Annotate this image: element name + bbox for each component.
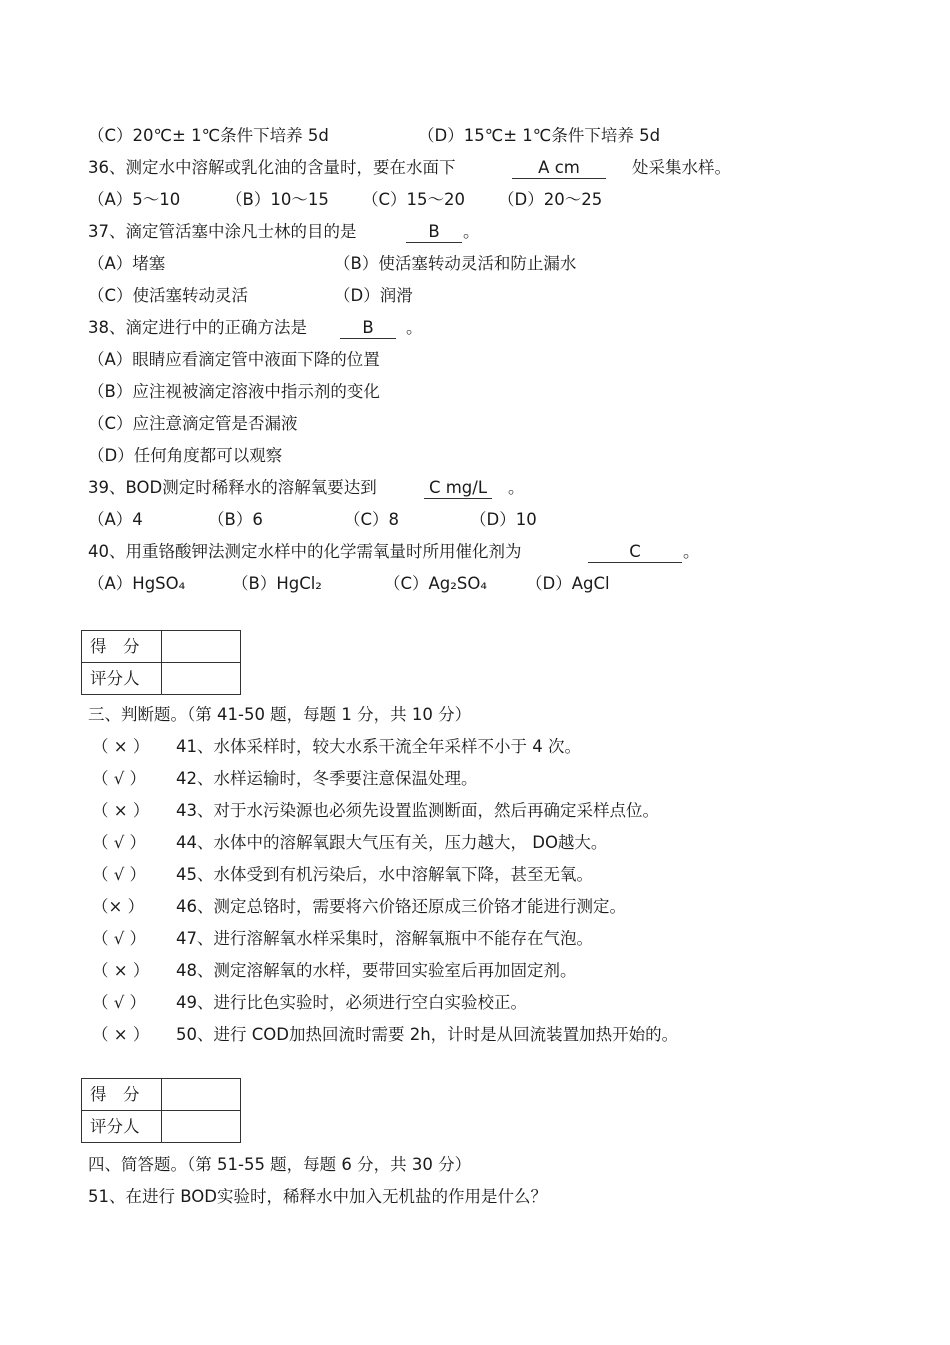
q40-option-b: （B）HgCl₂ <box>232 574 322 593</box>
q39-answer: C mg/L <box>424 478 492 499</box>
q38-option-a: （A）眼睛应看滴定管中液面下降的位置 <box>88 350 380 369</box>
q38-tail: 。 <box>406 318 423 337</box>
q51-stem: 51、在进行 BOD实验时，稀释水中加入无机盐的作用是什么？ <box>88 1187 547 1206</box>
q39-stem: 39、BOD测定时稀释水的溶解氧要达到 <box>88 478 377 497</box>
score-box-section3 <box>81 630 241 695</box>
q37-option-d: （D）润滑 <box>334 286 413 305</box>
judge-42-mark: （ √ ） <box>92 769 147 788</box>
judge-46-text: 46、测定总铬时，需要将六价铬还原成三价铬才能进行测定。 <box>176 897 626 916</box>
q38-option-d: （D）任何角度都可以观察 <box>88 446 283 465</box>
q36-tail: 处采集水样。 <box>632 158 731 177</box>
q40-option-d: （D）AgCl <box>526 574 610 593</box>
q39-tail: 。 <box>508 478 525 497</box>
q40-option-a: （A）HgSO₄ <box>88 574 186 593</box>
grader-cell[interactable] <box>162 663 241 695</box>
q40-stem: 40、用重铬酸钾法测定水样中的化学需氧量时所用催化剂为 <box>88 542 522 561</box>
q36-option-d: （D）20～25 <box>498 190 603 209</box>
q36-option-a: （A）5～10 <box>88 190 181 209</box>
section3-title: 三、判断题。（第 41-50 题，每题 1 分，共 10 分） <box>88 705 472 724</box>
judge-41-text: 41、水体采样时，较大水系干流全年采样不小于 4 次。 <box>176 737 581 756</box>
q36-stem: 36、测定水中溶解或乳化油的含量时，要在水面下 <box>88 158 456 177</box>
judge-47-mark: （ √ ） <box>92 929 147 948</box>
judge-45-text: 45、水体受到有机污染后，水中溶解氧下降，甚至无氧。 <box>176 865 593 884</box>
q39-option-d: （D）10 <box>470 510 537 529</box>
q36-answer: A cm <box>512 158 606 179</box>
q39-option-a: （A）4 <box>88 510 143 529</box>
q40-option-c: （C）Ag₂SO₄ <box>384 574 487 593</box>
score-label: 得 分 <box>82 1079 162 1111</box>
q37-stem: 37、滴定管活塞中涂凡士林的目的是 <box>88 222 357 241</box>
judge-49-text: 49、进行比色实验时，必须进行空白实验校正。 <box>176 993 527 1012</box>
score-cell[interactable] <box>162 631 241 663</box>
q40-answer: C <box>588 542 682 563</box>
judge-44-mark: （ √ ） <box>92 833 147 852</box>
judge-48-text: 48、测定溶解氧的水样，要带回实验室后再加固定剂。 <box>176 961 577 980</box>
grader-label: 评分人 <box>82 663 162 695</box>
q37-tail: 。 <box>463 222 480 241</box>
q37-option-a: （A）堵塞 <box>88 254 166 273</box>
section4-title: 四、简答题。（第 51-55 题，每题 6 分，共 30 分） <box>88 1155 472 1174</box>
q36-option-c: （C）15～20 <box>362 190 466 209</box>
q36-option-b: （B）10～15 <box>226 190 329 209</box>
q40-tail: 。 <box>683 542 700 561</box>
judge-46-mark: （× ） <box>92 897 145 916</box>
judge-50-text: 50、进行 COD加热回流时需要 2h，计时是从回流装置加热开始的。 <box>176 1025 679 1044</box>
q37-option-b: （B）使活塞转动灵活和防止漏水 <box>334 254 577 273</box>
q38-option-b: （B）应注视被滴定溶液中指示剂的变化 <box>88 382 380 401</box>
q39-option-b: （B）6 <box>208 510 263 529</box>
judge-43-mark: （ × ） <box>92 801 150 820</box>
judge-49-mark: （ √ ） <box>92 993 147 1012</box>
judge-50-mark: （ × ） <box>92 1025 150 1044</box>
q38-option-c: （C）应注意滴定管是否漏液 <box>88 414 298 433</box>
q39-option-c: （C）8 <box>344 510 400 529</box>
judge-44-text: 44、水体中的溶解氧跟大气压有关，压力越大， DO越大。 <box>176 833 608 852</box>
q37-answer: B <box>406 222 462 243</box>
judge-41-mark: （ × ） <box>92 737 150 756</box>
judge-43-text: 43、对于水污染源也必须先设置监测断面，然后再确定采样点位。 <box>176 801 659 820</box>
judge-42-text: 42、水样运输时，冬季要注意保温处理。 <box>176 769 478 788</box>
q38-answer: B <box>340 318 396 339</box>
score-cell[interactable] <box>162 1079 241 1111</box>
judge-45-mark: （ √ ） <box>92 865 147 884</box>
grader-label: 评分人 <box>82 1111 162 1143</box>
judge-47-text: 47、进行溶解氧水样采集时，溶解氧瓶中不能存在气泡。 <box>176 929 593 948</box>
q38-stem: 38、滴定进行中的正确方法是 <box>88 318 307 337</box>
grader-cell[interactable] <box>162 1111 241 1143</box>
judge-48-mark: （ × ） <box>92 961 150 980</box>
score-box-section4 <box>81 1078 241 1143</box>
q35-option-c: （C）20℃± 1℃条件下培养 5d <box>88 126 329 145</box>
q37-option-c: （C）使活塞转动灵活 <box>88 286 249 305</box>
score-label: 得 分 <box>82 631 162 663</box>
q35-option-d: （D）15℃± 1℃条件下培养 5d <box>418 126 661 145</box>
